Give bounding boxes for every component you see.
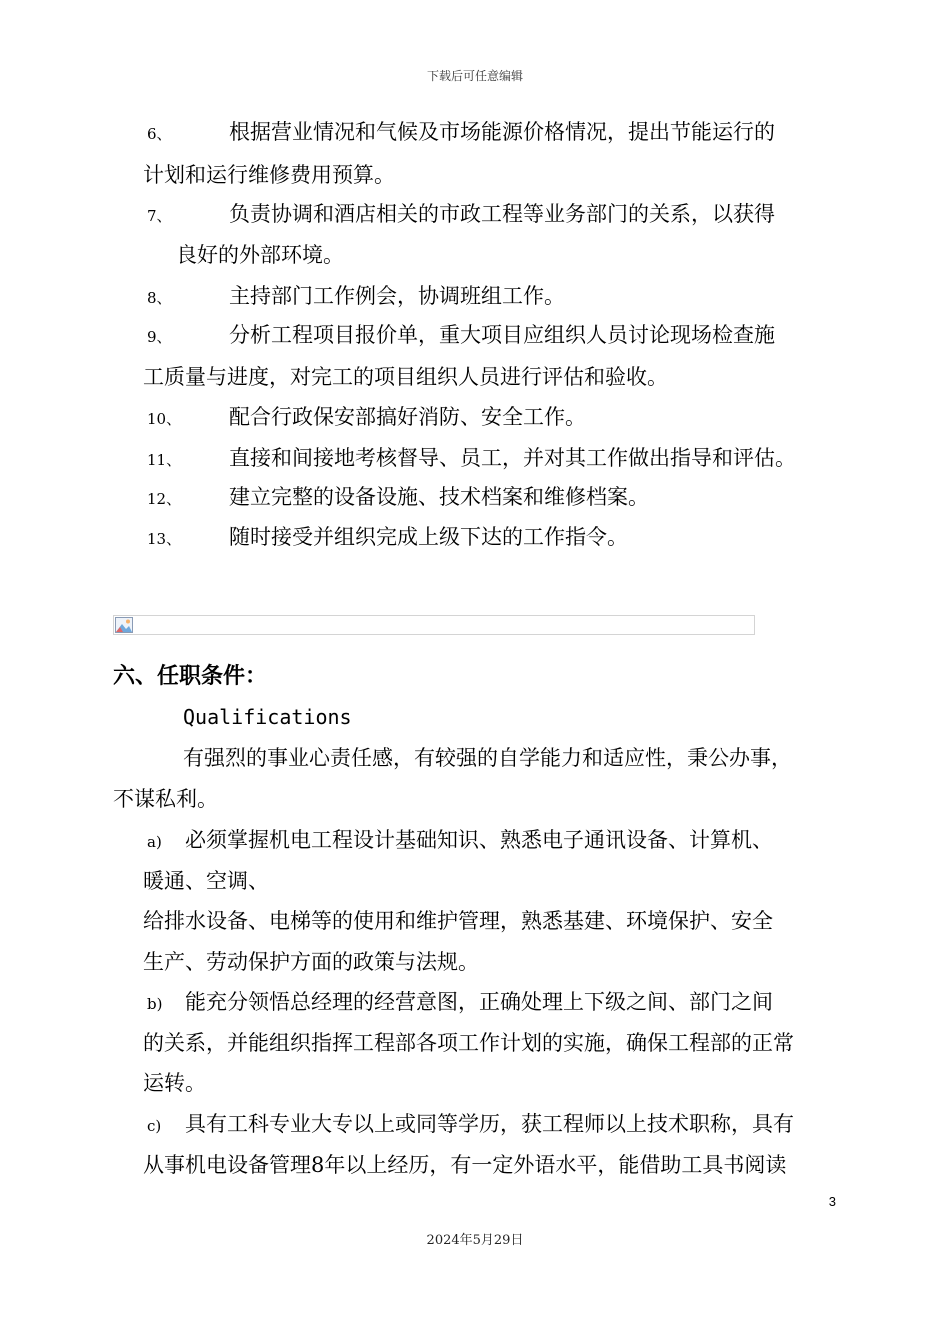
requirement-text: 生产、劳动保护方面的政策与法规。	[143, 950, 479, 974]
item-number: 12、	[147, 490, 182, 508]
item-number: 11、	[147, 451, 182, 469]
item-text: 配合行政保安部搞好消防、安全工作。	[229, 405, 586, 429]
item-text: 分析工程项目报价单，重大项目应组织人员讨论现场检查施	[229, 323, 775, 347]
requirement-text: 给排水设备、电梯等的使用和维护管理，熟悉基建、环境保护、安全	[143, 909, 773, 933]
item-text: 建立完整的设备设施、技术档案和维修档案。	[229, 485, 649, 509]
item-continuation: 良好的外部环境。	[176, 243, 344, 267]
item-number: 13、	[147, 530, 182, 548]
requirement-b	[147, 987, 773, 1019]
requirement-text: 必须掌握机电工程设计基础知识、熟悉电子通讯设备、计算机、	[185, 828, 773, 852]
item-number: 10、	[147, 410, 182, 428]
item-number: 9、	[147, 328, 172, 346]
page-footer-date: 2024年5月29日	[426, 1233, 524, 1248]
list-item	[147, 402, 586, 434]
page-header: 下载后可任意编辑	[426, 69, 523, 83]
item-text: 主持部门工作例会，协调班组工作。	[229, 284, 565, 308]
list-item	[147, 522, 628, 554]
requirement-marker: b)	[147, 995, 163, 1013]
item-number: 7、	[147, 207, 172, 225]
requirement-text: 的关系，并能组织指挥工程部各项工作计划的实施，确保工程部的正常	[143, 1031, 794, 1055]
requirement-c	[147, 1109, 794, 1141]
item-text: 根据营业情况和气候及市场能源价格情况，提出节能运行的	[229, 120, 775, 144]
item-text: 直接和间接地考核督导、员工，并对其工作做出指导和评估。	[229, 446, 796, 470]
section-subtitle: Qualifications	[183, 705, 352, 729]
item-text: 负责协调和酒店相关的市政工程等业务部门的关系，以获得	[229, 202, 775, 226]
requirement-text: 暖通、空调、	[143, 869, 269, 893]
image-placeholder	[113, 615, 755, 635]
list-item	[147, 281, 565, 313]
requirement-marker: c)	[147, 1117, 162, 1135]
requirement-text: 从事机电设备管理8年以上经历，有一定外语水平，能借助工具书阅读	[143, 1153, 787, 1177]
intro-text-continued: 不谋私利。	[113, 787, 218, 811]
list-item	[147, 117, 775, 149]
item-continuation: 工质量与进度，对完工的项目组织人员进行评估和验收。	[143, 365, 668, 389]
requirement-text: 运转。	[143, 1071, 206, 1095]
list-item	[147, 320, 775, 352]
section-title: 六、任职条件：	[113, 664, 268, 689]
requirement-text: 具有工科专业大专以上或同等学历，获工程师以上技术职称，具有	[185, 1112, 794, 1136]
broken-image-icon	[115, 617, 133, 633]
requirement-text: 能充分领悟总经理的经营意图，正确处理上下级之间、部门之间	[185, 990, 773, 1014]
item-number: 8、	[147, 289, 172, 307]
list-item	[147, 199, 775, 231]
requirement-marker: a)	[147, 833, 162, 851]
page-number: 3	[828, 1194, 836, 1209]
item-text: 随时接受并组织完成上级下达的工作指令。	[229, 525, 628, 549]
list-item	[147, 482, 649, 514]
item-continuation: 计划和运行维修费用预算。	[143, 163, 395, 187]
intro-text: 有强烈的事业心责任感，有较强的自学能力和适应性，秉公办事，	[183, 746, 792, 770]
list-item	[147, 443, 796, 475]
requirement-a	[147, 825, 773, 857]
item-number: 6、	[147, 125, 172, 143]
